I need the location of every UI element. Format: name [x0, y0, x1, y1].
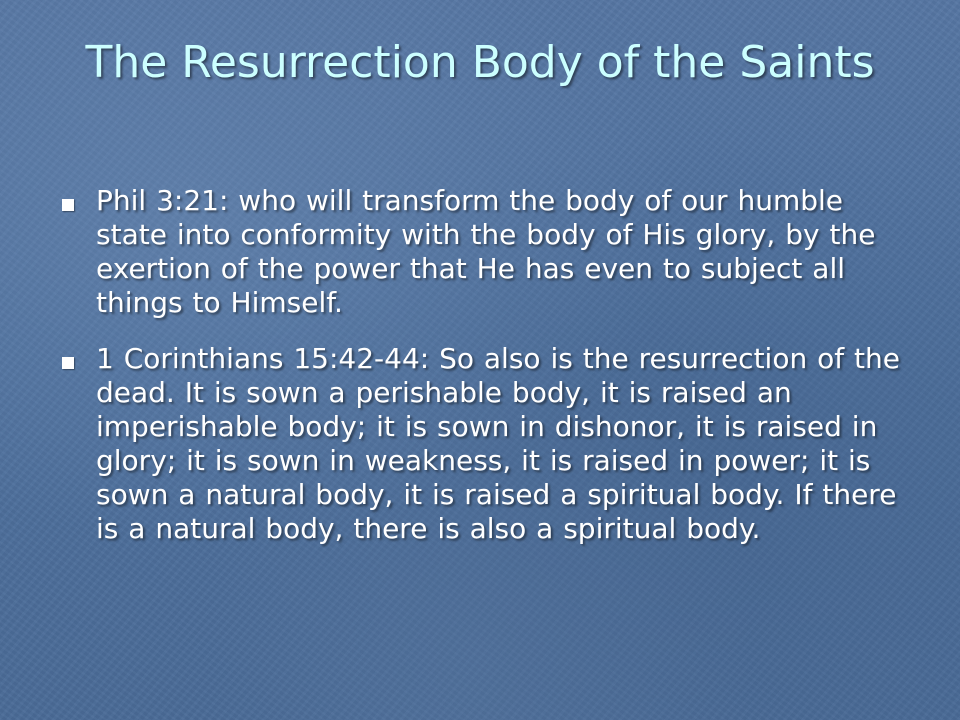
slide-title: The Resurrection Body of the Saints [85, 37, 875, 88]
bullet-text: Phil 3:21: who will transform the body of our humble state into conformity with the body of His glory, by the exertion of the power that He has even to subject all things to Himself. [96, 184, 876, 319]
bullet-item-phil [60, 184, 900, 320]
square-bullet-icon [62, 357, 74, 369]
bullet-list [60, 184, 900, 568]
bullet-item-corinthians [60, 342, 900, 546]
bullet-text: 1 Corinthians 15:42-44: So also is the resurrection of the dead. It is sown a perishable body, it is raised an imperishable body; it is sown in dishonor, it is raised in glory; it is sown in weakness, it is raised in power; it is sown a natural body, it is raised a spiritual body. If there is a natural body, there is also a spiritual body. [96, 342, 900, 545]
square-bullet-icon [62, 199, 74, 211]
